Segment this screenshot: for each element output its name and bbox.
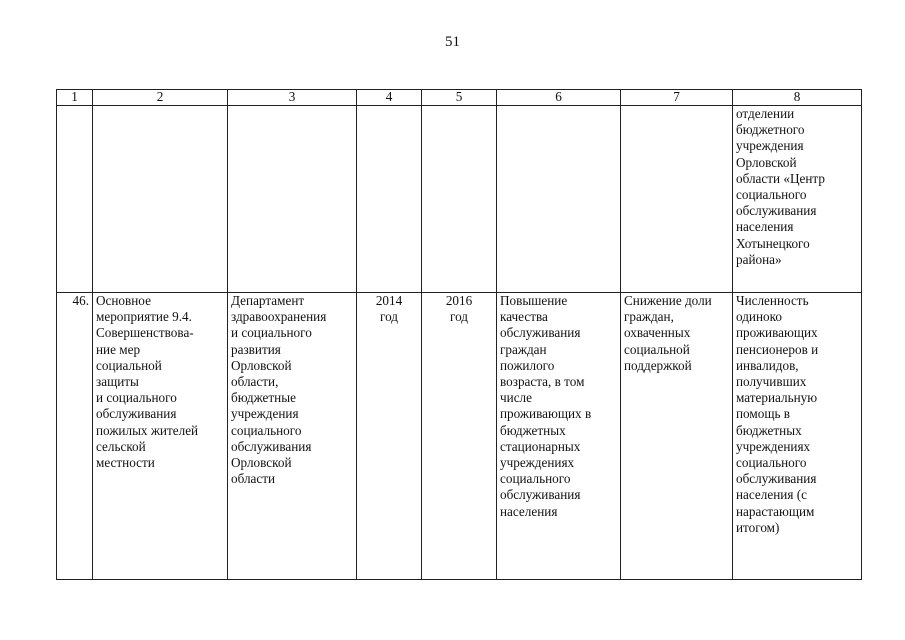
program-table bbox=[56, 89, 862, 580]
table-cell bbox=[497, 106, 621, 293]
start-year-cell: 2014 год bbox=[357, 293, 422, 580]
column-header: 3 bbox=[228, 90, 357, 106]
indicator-cell: отделении бюджетного учреждения Орловской области «Центр социального обслуживания населения Хотынецкого района» bbox=[733, 106, 862, 293]
executor-cell: Департамент здравоохранения и социального развития Орловской области, бюджетные учреждения социального обслуживания Орловской области bbox=[228, 293, 357, 580]
table-row-continued bbox=[57, 106, 862, 293]
table-row-46 bbox=[57, 293, 862, 580]
measure-name-cell: Основное мероприятие 9.4. Совершенствова- ние мер социальной защиты и социального обслуживания пожилых жителей сельской местности bbox=[93, 293, 228, 580]
column-header: 2 bbox=[93, 90, 228, 106]
table-cell bbox=[93, 106, 228, 293]
column-header: 4 bbox=[357, 90, 422, 106]
table-cell bbox=[621, 106, 733, 293]
header-row bbox=[57, 90, 862, 106]
column-header: 6 bbox=[497, 90, 621, 106]
indicator-cell: Численность одиноко проживающих пенсионеров и инвалидов, получивших материальную помощь в бюджетных учреждениях социального обслуживания населения (с нарастающим итогом) bbox=[733, 293, 862, 580]
column-header: 1 bbox=[57, 90, 93, 106]
end-year-cell: 2016 год bbox=[422, 293, 497, 580]
row-number-cell: 46. bbox=[57, 293, 93, 580]
table-cell bbox=[422, 106, 497, 293]
page-number: 51 bbox=[445, 34, 460, 50]
table-cell bbox=[228, 106, 357, 293]
column-header: 5 bbox=[422, 90, 497, 106]
column-header: 8 bbox=[733, 90, 862, 106]
column-header: 7 bbox=[621, 90, 733, 106]
table-cell bbox=[357, 106, 422, 293]
consequences-cell: Снижение доли граждан, охваченных социальной поддержкой bbox=[621, 293, 733, 580]
expected-result-cell: Повышение качества обслуживания граждан пожилого возраста, в том числе проживающих в бюджетных стационарных учреждениях социального обслуживания населения bbox=[497, 293, 621, 580]
table-cell bbox=[57, 106, 93, 293]
